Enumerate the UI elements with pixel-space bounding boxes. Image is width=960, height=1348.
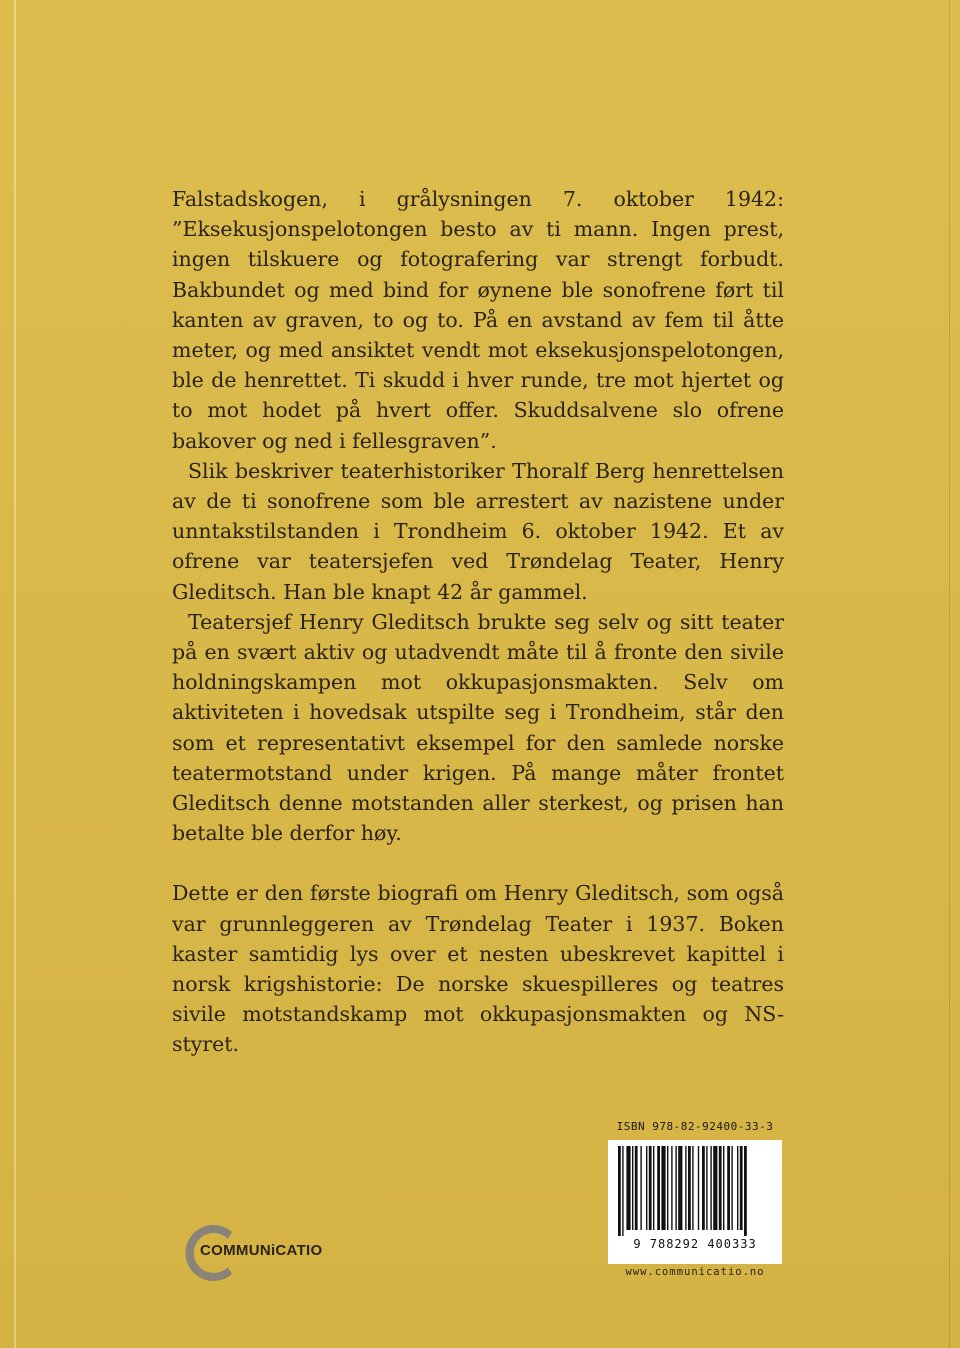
isbn-label: ISBN 978-82-92400-33-3 <box>616 1120 774 1133</box>
blurb-paragraph-3: Teatersjef Henry Gleditsch brukte seg selv og sitt teater på en svært aktiv og utadvendt måte til å fronte den sivile holdningskampen mot okkupasjonsmakten. Selv om aktiviteten i hovedsak utspilte seg i Trondheim, står den som et representativt eksempel for den samlede norske teatermotstand under krigen. På mange måter frontet Gleditsch denne motstanden aller sterkest, og prisen han betalte ble derfor høy. <box>172 609 784 846</box>
barcode-area <box>608 1120 782 1282</box>
barcode-bars <box>608 1140 782 1236</box>
blurb-paragraph-2: Slik beskriver teaterhistoriker Thoralf Berg henrettelsen av de ti sonofrene som ble arrestert av nazistene under unntakstilstanden i Trondheim 6. oktober 1942. Et av ofrene var teatersjefen ved Trøndelag Teater, Henry Gleditsch. Han ble knapt 42 år gammel. <box>172 458 784 604</box>
blurb-paragraph-1: Falstadskogen, i grålysningen 7. oktober 1942: ”Eksekusjonspelotongen besto av ti mann. Ingen prest, ingen tilskuere og fotografering var strengt forbudt. Bakbundet og med bind for øynene ble sonofrene ført til kanten av graven, to og to. På en avstand av fem til åtte meter, og med ansiktet vendt mot eksekusjonspelotongen, ble de henrettet. Ti skudd i hver runde, tre mot hjertet og to mot hodet på hvert offer. Skuddsalvene slo ofrene bakover og ned i fellesgraven”. <box>172 187 784 453</box>
website-url: www.communicatio.no <box>625 1266 765 1278</box>
publisher-logo <box>176 1224 336 1282</box>
blurb-text <box>172 184 784 1060</box>
barcode <box>608 1140 782 1264</box>
blurb-paragraph-4: Dette er den første biografi om Henry Gleditsch, som også var grunnleggeren av Trøndelag Teater i 1937. Boken kaster samtidig lys over et nesten ubeskrevet kapittel i norsk krigshistorie: De norske skuespilleres og teatres sivile motstandskamp mot okkupasjonsmakten og NS-styret. <box>172 881 784 1057</box>
publisher-name: COMMUNiCATIO <box>200 1242 323 1259</box>
barcode-number: 9 788292 400333 <box>633 1237 757 1251</box>
